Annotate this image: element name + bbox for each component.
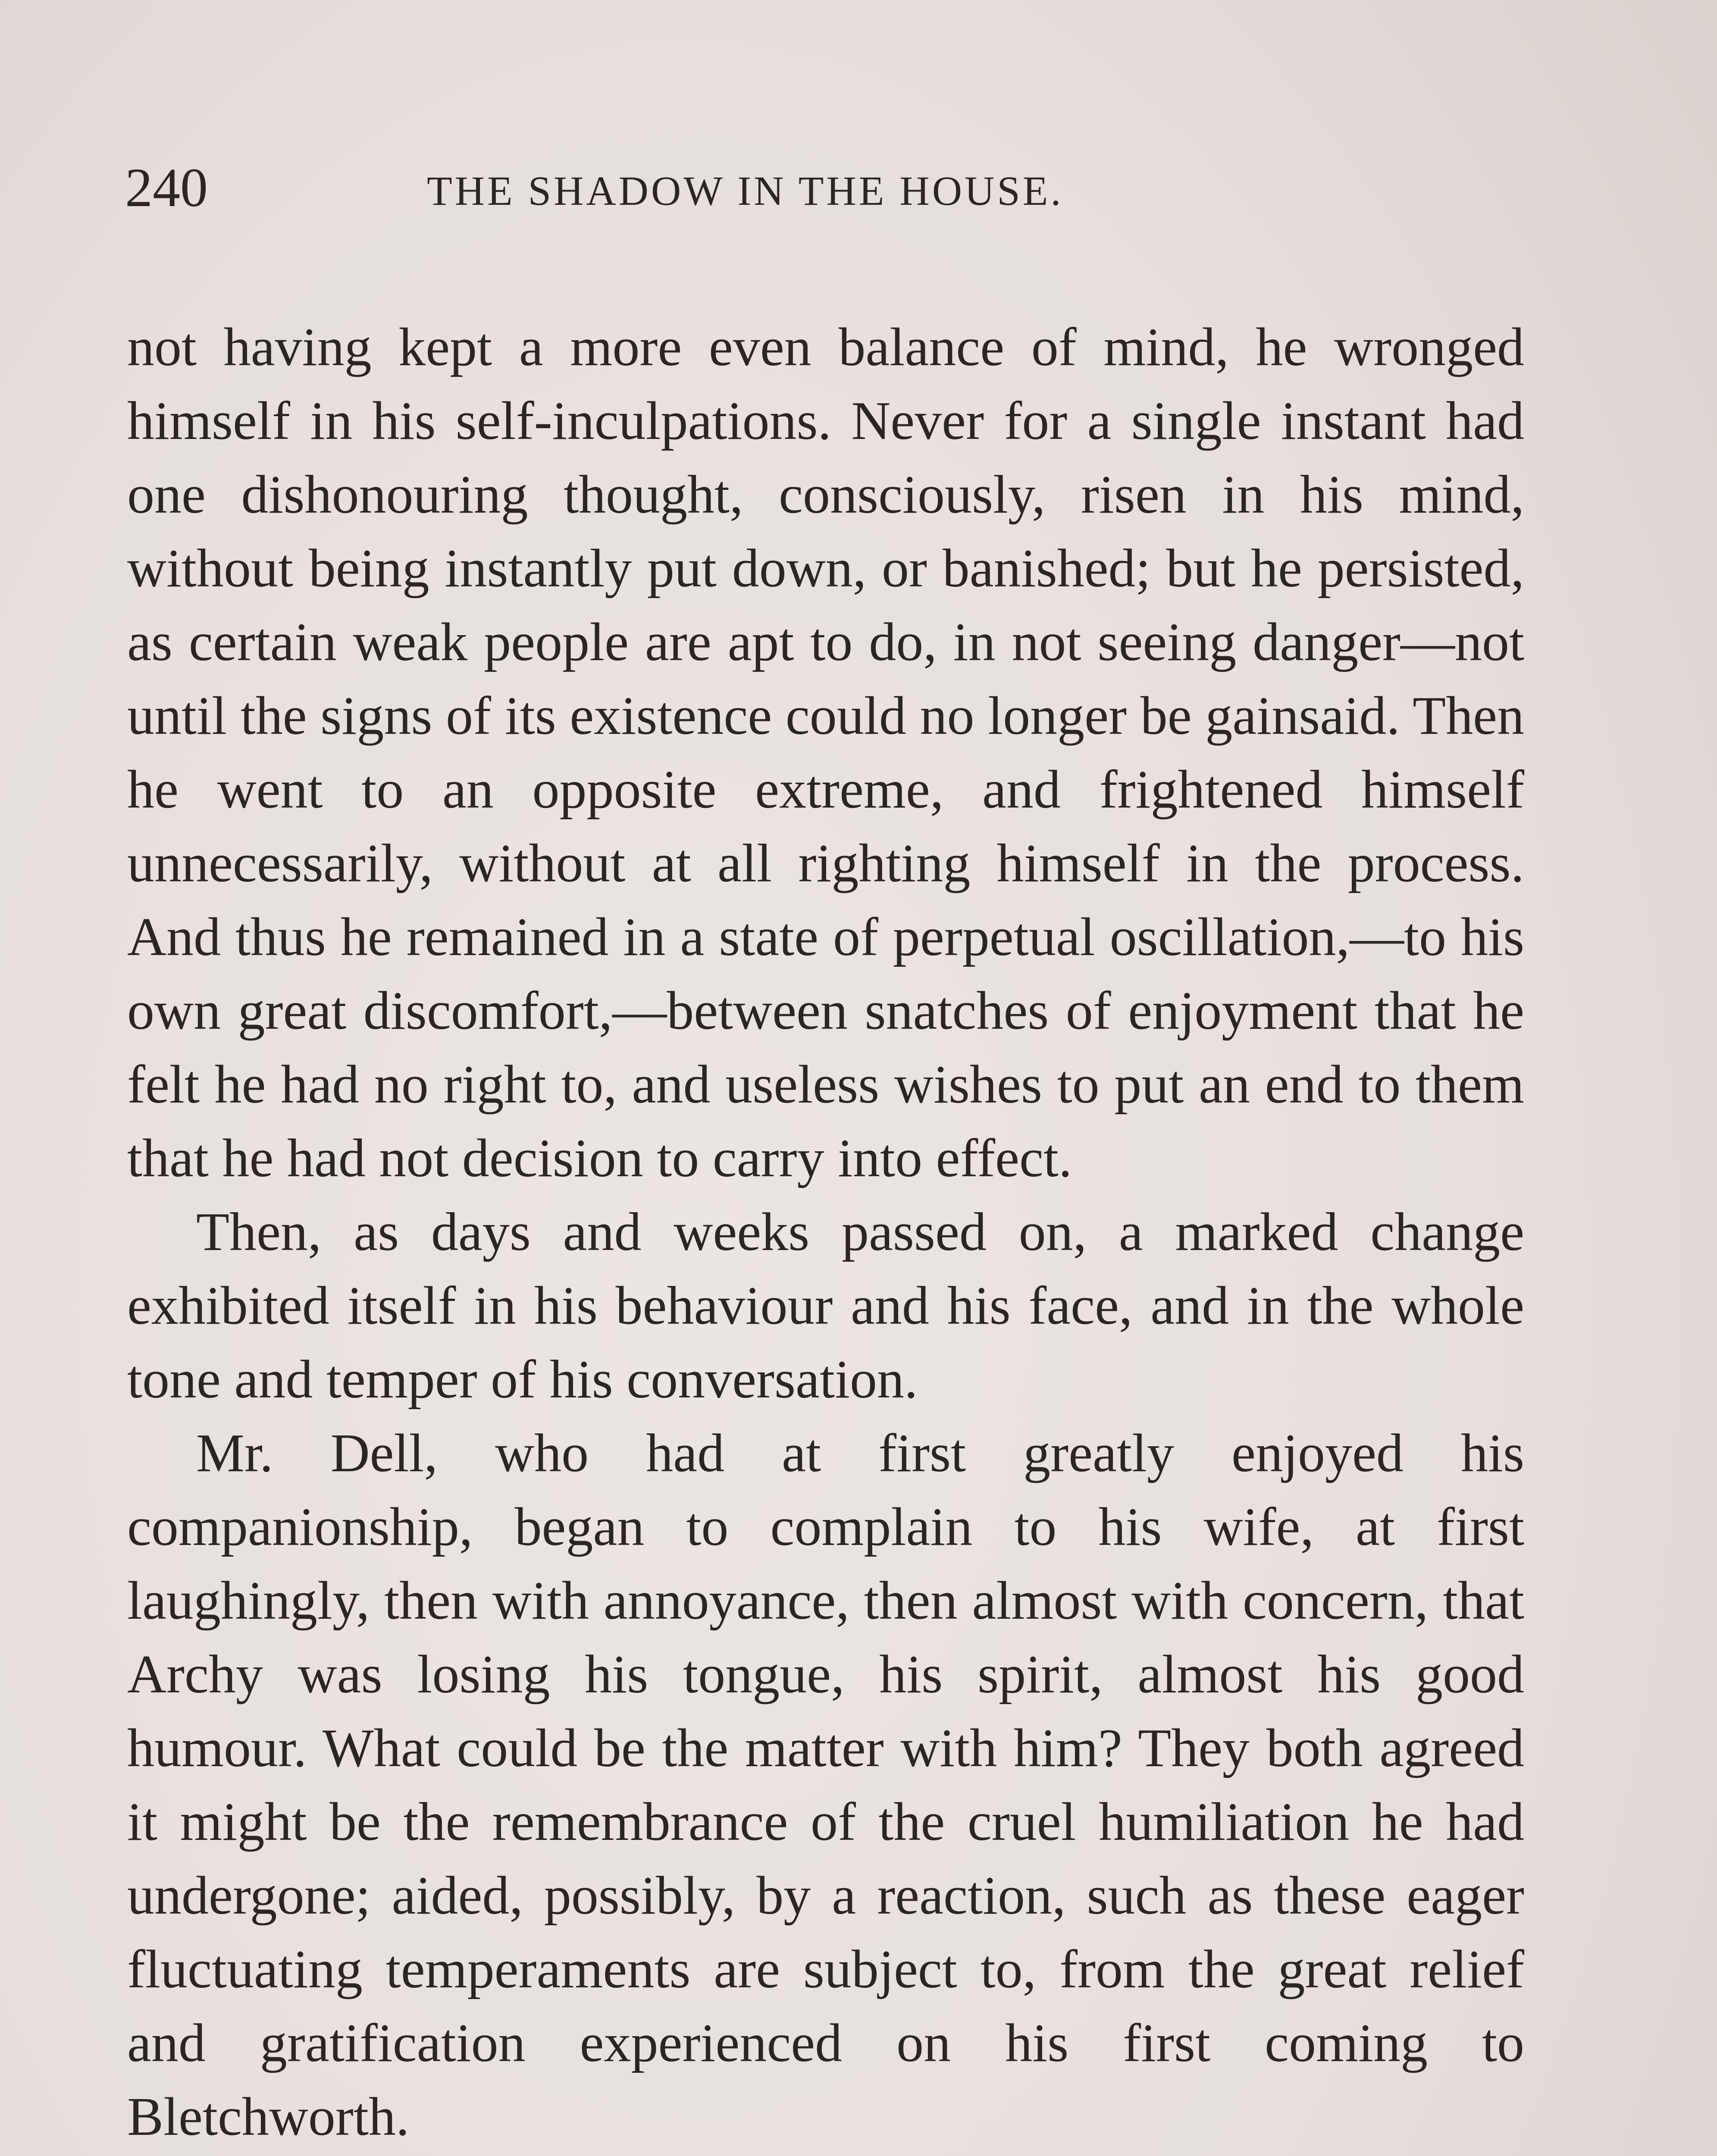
- paragraph-continuation: not having kept a more even balance of mind, he wronged himself in his self-inculpations. Never for a single instant had one dishonouring thought, consciously, risen in his mind, without being instantly put down, or banished; but he persisted, as certain weak people are apt to do, in not seeing danger—not until the signs of its existence could no longer be gainsaid. Then he went to an opposite extreme, and frightened himself unnecessarily, without at all righting himself in the process. And thus he remained in a state of perpetual oscillation,—to his own great discomfort,—between snatches of enjoyment that he felt he had no right to, and useless wishes to put an end to them that he had not decision to carry into effect.: [127, 317, 1524, 1188]
- paragraph: [127, 2154, 1524, 2156]
- page-header: [125, 153, 1531, 222]
- running-head: THE SHADOW IN THE HOUSE.: [427, 168, 1064, 214]
- page-number: 240: [125, 157, 208, 218]
- paragraph: Then, as days and weeks passed on, a marked change exhibited itself in his behaviour and his face, and in the whole tone and temper of his conversation.: [127, 1202, 1524, 1410]
- body-text: [127, 310, 1524, 2156]
- paragraph: Mr. Dell, who had at first greatly enjoyed his companionship, began to complain to his wife, at first laughingly, then with annoyance, then almost with concern, that Archy was losing his tongue, his spirit, almost his good humour. What could be the matter with him? They both agreed it might be the remembrance of the cruel humiliation he had undergone; aided, possibly, by a reaction, such as these eager fluctuating temperaments are subject to, from the great relief and gratification experienced on his first coming to Bletchworth.: [127, 1423, 1524, 2147]
